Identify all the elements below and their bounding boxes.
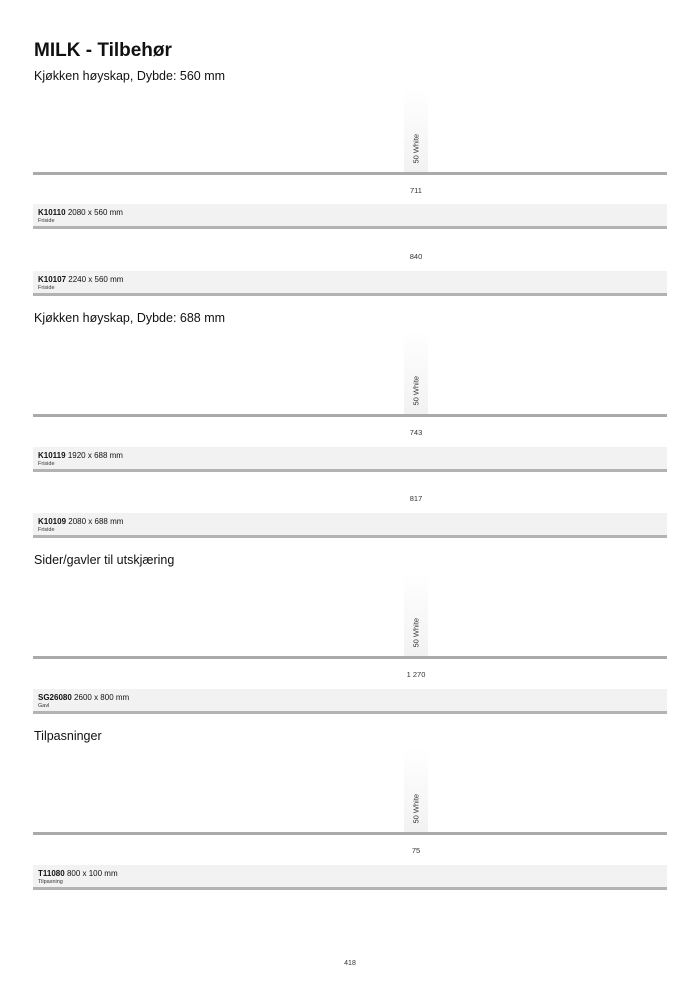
price-value: 743 (409, 428, 423, 437)
section-title: Sider/gavler til utskjæring (34, 553, 175, 567)
table-header-bar (33, 656, 667, 659)
item-type: Friside (38, 285, 55, 291)
item-type: Friside (38, 218, 55, 224)
price-value: 75 (411, 846, 421, 855)
table-row (33, 271, 667, 296)
price-value: 840 (409, 252, 423, 261)
column-header: 50 White (404, 88, 428, 172)
table-row (33, 204, 667, 229)
item-type: Tilpasning (38, 879, 63, 885)
item-type: Gavl (38, 703, 50, 709)
price-value: 1 270 (406, 670, 426, 679)
table-row (33, 513, 667, 538)
item-size: 800 x 100 mm (66, 869, 118, 878)
page-number: 418 (344, 960, 356, 967)
section-title: Kjøkken høyskap, Dybde: 560 mm (34, 69, 226, 83)
table-row (33, 689, 667, 714)
item-code: K10119 (38, 451, 66, 460)
table-header-bar (33, 414, 667, 417)
item-size: 2080 x 560 mm (67, 208, 123, 217)
item-size: 1920 x 688 mm (67, 451, 123, 460)
item-size: 2080 x 688 mm (68, 517, 124, 526)
section-title: Tilpasninger (34, 729, 102, 743)
item-code: K10107 (38, 275, 67, 284)
table-header-bar (33, 832, 667, 835)
page-title: MILK - Tilbehør (34, 40, 172, 61)
table-row (33, 865, 667, 890)
item-code: T11080 (38, 869, 65, 878)
item-code: K10110 (38, 208, 66, 217)
price-value: 711 (410, 186, 422, 195)
column-header: 50 White (404, 572, 428, 656)
item-code: SG26080 (38, 693, 72, 702)
item-size: 2600 x 800 mm (74, 693, 130, 702)
table-header-bar (33, 172, 667, 175)
table-row (33, 447, 667, 472)
section-title: Kjøkken høyskap, Dybde: 688 mm (34, 311, 226, 325)
item-code: K10109 (38, 517, 67, 526)
price-value: 817 (409, 494, 423, 503)
column-header: 50 White (404, 330, 428, 414)
column-header: 50 White (404, 748, 428, 832)
item-size: 2240 x 560 mm (68, 275, 124, 284)
item-type: Friside (38, 461, 55, 467)
item-type: Friside (38, 527, 55, 533)
